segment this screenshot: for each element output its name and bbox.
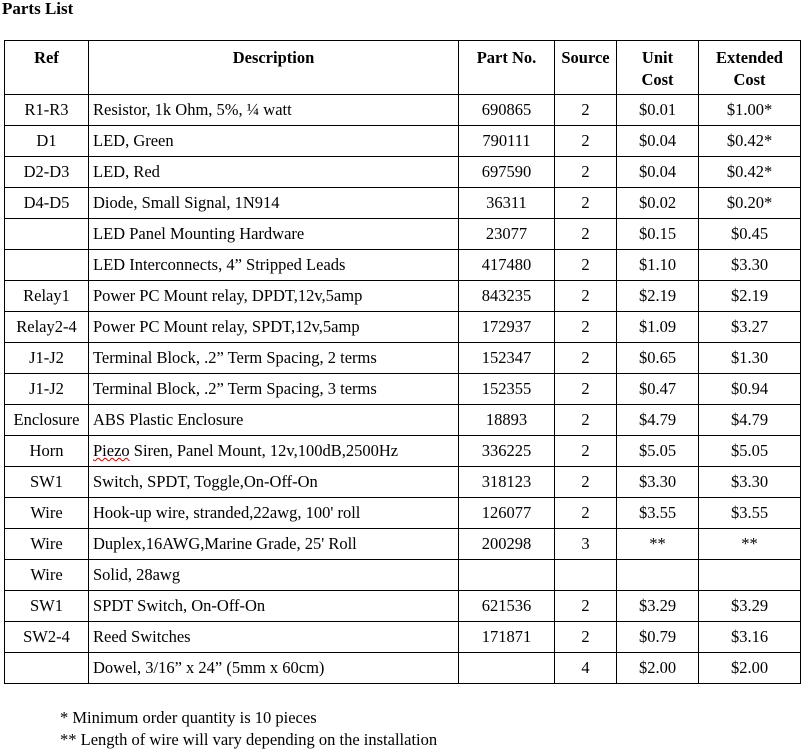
cell-ref: [5, 250, 89, 281]
table-row: [5, 529, 801, 560]
cell-description: ABS Plastic Enclosure: [89, 405, 459, 436]
cell-extended-cost: $0.94: [699, 374, 801, 405]
cell-part-no: 790111: [459, 126, 555, 157]
cell-part-no: 417480: [459, 250, 555, 281]
column-header-unit-cost: Unit Cost: [617, 41, 699, 95]
table-row: [5, 653, 801, 684]
cell-ref: Horn: [5, 436, 89, 467]
cell-part-no: 36311: [459, 188, 555, 219]
table-row: [5, 622, 801, 653]
cell-description: Power PC Mount relay, DPDT,12v,5amp: [89, 281, 459, 312]
cell-unit-cost: $0.15: [617, 219, 699, 250]
cell-description: Power PC Mount relay, SPDT,12v,5amp: [89, 312, 459, 343]
table-row: [5, 312, 801, 343]
cell-description: Diode, Small Signal, 1N914: [89, 188, 459, 219]
cell-description: Piezo Siren, Panel Mount, 12v,100dB,2500Hz: [89, 436, 459, 467]
cell-description: LED, Red: [89, 157, 459, 188]
cell-source: 2: [555, 312, 617, 343]
cell-extended-cost: $0.45: [699, 219, 801, 250]
cell-part-no: 200298: [459, 529, 555, 560]
cell-unit-cost: $0.04: [617, 157, 699, 188]
cell-ref: Wire: [5, 498, 89, 529]
cell-ref: SW2-4: [5, 622, 89, 653]
cell-ref: SW1: [5, 467, 89, 498]
cell-source: 2: [555, 405, 617, 436]
cell-part-no: 843235: [459, 281, 555, 312]
cell-source: 2: [555, 126, 617, 157]
cell-ref: [5, 219, 89, 250]
cell-part-no: 152355: [459, 374, 555, 405]
cell-source: 2: [555, 95, 617, 126]
cell-source: 2: [555, 343, 617, 374]
cell-description: Switch, SPDT, Toggle,On-Off-On: [89, 467, 459, 498]
cell-part-no: 152347: [459, 343, 555, 374]
cell-unit-cost: $2.19: [617, 281, 699, 312]
cell-extended-cost: $3.30: [699, 467, 801, 498]
cell-description: LED Interconnects, 4” Stripped Leads: [89, 250, 459, 281]
cell-unit-cost: $1.09: [617, 312, 699, 343]
cell-part-no: 690865: [459, 95, 555, 126]
parts-table: [4, 40, 801, 684]
table-row: [5, 188, 801, 219]
cell-unit-cost: $3.29: [617, 591, 699, 622]
cell-part-no: 18893: [459, 405, 555, 436]
cell-ref: D4-D5: [5, 188, 89, 219]
cell-description: Dowel, 3/16” x 24” (5mm x 60cm): [89, 653, 459, 684]
cell-part-no: 318123: [459, 467, 555, 498]
table-row: [5, 498, 801, 529]
cell-source: 2: [555, 498, 617, 529]
cell-source: 2: [555, 436, 617, 467]
cell-unit-cost: **: [617, 529, 699, 560]
cell-description: Duplex,16AWG,Marine Grade, 25' Roll: [89, 529, 459, 560]
cell-ref: Relay1: [5, 281, 89, 312]
table-row: [5, 436, 801, 467]
table-row: [5, 467, 801, 498]
table-row: [5, 560, 801, 591]
cell-extended-cost: $3.55: [699, 498, 801, 529]
cell-unit-cost: $0.47: [617, 374, 699, 405]
cell-source: 2: [555, 374, 617, 405]
cell-source: 2: [555, 219, 617, 250]
cell-extended-cost: $3.27: [699, 312, 801, 343]
table-row: [5, 157, 801, 188]
cell-part-no: 697590: [459, 157, 555, 188]
cell-ref: Wire: [5, 560, 89, 591]
table-row: [5, 591, 801, 622]
cell-ref: Relay2-4: [5, 312, 89, 343]
cell-unit-cost: $3.55: [617, 498, 699, 529]
cell-description: LED Panel Mounting Hardware: [89, 219, 459, 250]
column-header-description: Description: [89, 41, 459, 95]
cell-source: 2: [555, 591, 617, 622]
cell-unit-cost: $0.02: [617, 188, 699, 219]
cell-description: SPDT Switch, On-Off-On: [89, 591, 459, 622]
cell-extended-cost: $0.42*: [699, 126, 801, 157]
cell-part-no: 171871: [459, 622, 555, 653]
cell-ref: Enclosure: [5, 405, 89, 436]
cell-source: 2: [555, 467, 617, 498]
cell-description: LED, Green: [89, 126, 459, 157]
cell-ref: J1-J2: [5, 343, 89, 374]
cell-unit-cost: [617, 560, 699, 591]
cell-unit-cost: $1.10: [617, 250, 699, 281]
cell-description: Terminal Block, .2” Term Spacing, 2 terms: [89, 343, 459, 374]
column-header-part-no: Part No.: [459, 41, 555, 95]
cell-extended-cost: $2.19: [699, 281, 801, 312]
cell-extended-cost: $3.29: [699, 591, 801, 622]
footnote-min-order: * Minimum order quantity is 10 pieces: [60, 708, 317, 727]
cell-part-no: [459, 653, 555, 684]
column-header-ref: Ref: [5, 41, 89, 95]
cell-ref: J1-J2: [5, 374, 89, 405]
cell-part-no: [459, 560, 555, 591]
table-row: [5, 281, 801, 312]
cell-description: Reed Switches: [89, 622, 459, 653]
cell-unit-cost: $5.05: [617, 436, 699, 467]
cell-source: 4: [555, 653, 617, 684]
column-header-extended-cost: Extended Cost: [699, 41, 801, 95]
cell-part-no: 126077: [459, 498, 555, 529]
cell-ref: D2-D3: [5, 157, 89, 188]
cell-unit-cost: $0.04: [617, 126, 699, 157]
column-header-source: Source: [555, 41, 617, 95]
cell-unit-cost: $0.79: [617, 622, 699, 653]
cell-ref: [5, 653, 89, 684]
cell-part-no: 23077: [459, 219, 555, 250]
table-row: [5, 343, 801, 374]
cell-extended-cost: $3.30: [699, 250, 801, 281]
cell-unit-cost: $0.65: [617, 343, 699, 374]
cell-extended-cost: $0.42*: [699, 157, 801, 188]
footnotes: [60, 707, 437, 751]
table-row: [5, 219, 801, 250]
cell-unit-cost: $4.79: [617, 405, 699, 436]
parts-table-body: [5, 95, 801, 684]
cell-extended-cost: $1.00*: [699, 95, 801, 126]
table-row: [5, 95, 801, 126]
cell-source: [555, 560, 617, 591]
cell-extended-cost: [699, 560, 801, 591]
cell-description: Solid, 28awg: [89, 560, 459, 591]
cell-part-no: 621536: [459, 591, 555, 622]
table-row: [5, 374, 801, 405]
cell-source: 2: [555, 250, 617, 281]
cell-source: 3: [555, 529, 617, 560]
cell-ref: R1-R3: [5, 95, 89, 126]
cell-unit-cost: $2.00: [617, 653, 699, 684]
cell-source: 2: [555, 157, 617, 188]
cell-ref: SW1: [5, 591, 89, 622]
cell-extended-cost: $0.20*: [699, 188, 801, 219]
cell-extended-cost: $4.79: [699, 405, 801, 436]
cell-unit-cost: $3.30: [617, 467, 699, 498]
table-row: [5, 126, 801, 157]
cell-extended-cost: $1.30: [699, 343, 801, 374]
cell-source: 2: [555, 622, 617, 653]
cell-description: Hook-up wire, stranded,22awg, 100' roll: [89, 498, 459, 529]
cell-unit-cost: $0.01: [617, 95, 699, 126]
cell-extended-cost: $3.16: [699, 622, 801, 653]
cell-description: Terminal Block, .2” Term Spacing, 3 terms: [89, 374, 459, 405]
cell-part-no: 172937: [459, 312, 555, 343]
cell-extended-cost: $2.00: [699, 653, 801, 684]
table-header-row: [5, 41, 801, 95]
table-row: [5, 405, 801, 436]
cell-extended-cost: **: [699, 529, 801, 560]
footnote-wire-length: ** Length of wire will vary depending on the installation: [60, 730, 438, 749]
table-row: [5, 250, 801, 281]
cell-source: 2: [555, 188, 617, 219]
cell-part-no: 336225: [459, 436, 555, 467]
cell-ref: D1: [5, 126, 89, 157]
cell-extended-cost: $5.05: [699, 436, 801, 467]
cell-description: Resistor, 1k Ohm, 5%, ¼ watt: [89, 95, 459, 126]
page-title: Parts List: [2, 0, 74, 18]
cell-source: 2: [555, 281, 617, 312]
cell-ref: Wire: [5, 529, 89, 560]
